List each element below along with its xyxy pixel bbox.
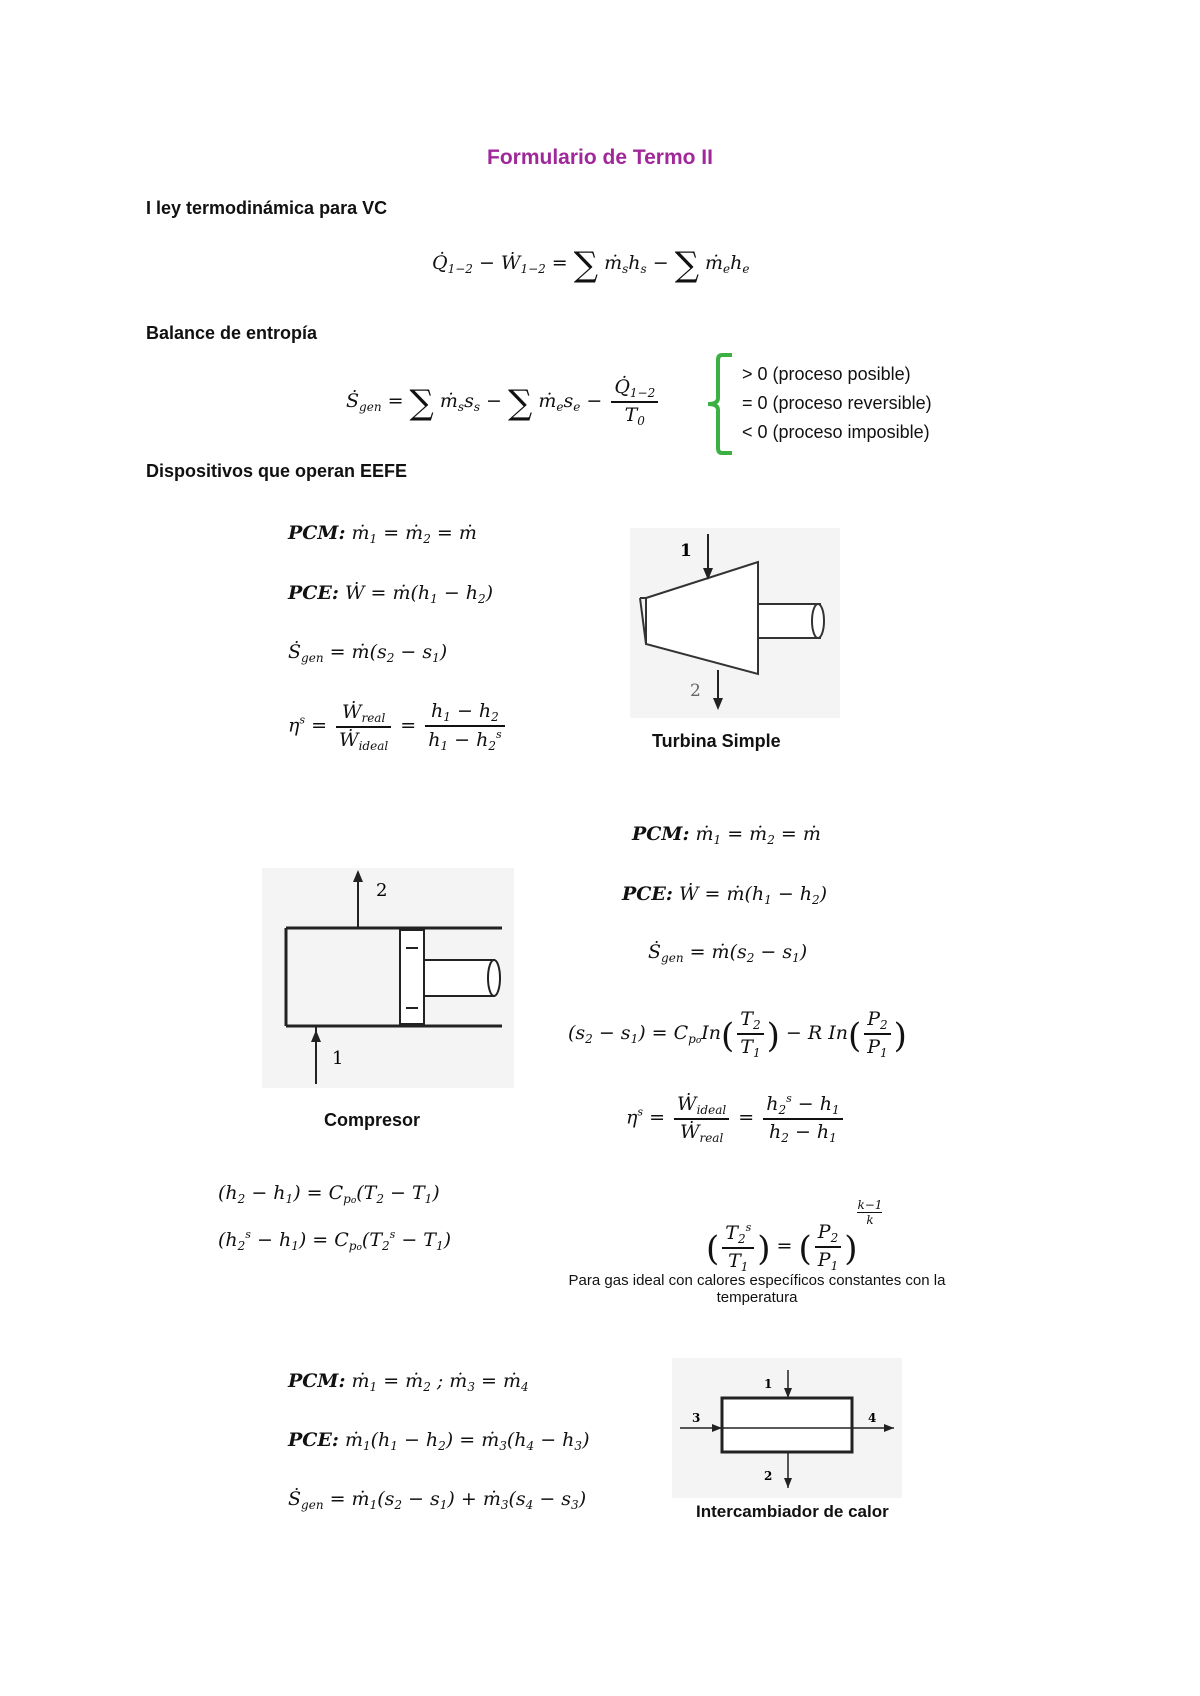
condition-possible: > 0 (proceso posible) [742,364,911,384]
compressor-efficiency: $\eta^s$ = $\frac{Ẇ_{ideal}}{Ẇ_{real}}$ = $\frac{h_2^s - h_1}{h_2 - h_1}$ [626,1092,846,1145]
first-law-equation: $Q̇_{1-2}$ − Ẇ$_{1-2}$ = ∑ $ṁ_sh_s$ − ∑ $ṁ_eh_e$ [432,245,750,285]
turbine-in-label: 1 [680,541,692,561]
hx-label-4: 4 [868,1411,877,1425]
entropy-conditions [742,360,932,447]
compressor-diagram [262,868,514,1088]
hx-pcm: PCM: ṁ$_1$ = ṁ$_2$ ; ṁ$_3$ = ṁ$_4$ [288,1370,529,1394]
turbine-diagram [630,528,840,718]
turbine-caption: Turbina Simple [652,731,781,751]
turbine-efficiency: $\eta^s$ = $\frac{Ẇ_{real}}{Ẇ_{ideal}}$ = $\frac{h_1 - h_2}{h_1 - h_2^s}$ [288,700,508,753]
heat-exchanger-caption: Intercambiador de calor [696,1502,889,1521]
isentropic-relation: ( $\frac{T_2^s}{T_1}$ ) = ( $\frac{P_2}{P_1}$ ) $\frac{k-1}{k}$ [706,1198,883,1274]
hx-label-2: 2 [764,1469,773,1483]
enthalpy-ideal-equation: $(h_2^s - h_1) = C_{po}(T_2^s - T_1)$ [218,1228,452,1253]
heading-devices: Dispositivos que operan EEFE [146,461,408,481]
compressor-pcm: PCM: ṁ$_1$ = ṁ$_2$ = ṁ [632,823,821,847]
turbine-out-label: 2 [690,681,701,701]
brace-icon [704,352,736,456]
page-title: Formulario de Termo II [487,146,713,169]
heat-exchanger-diagram [672,1358,902,1498]
compressor-caption: Compresor [324,1110,421,1130]
heading-first-law: I ley termodinámica para VC [146,198,388,218]
entropy-change-equation: $(s_2 - s_1) = C_{po}In$( $\frac{T_2}{T_1}$ ) − R In( $\frac{P_2}{P_1}$ ) [568,1008,907,1060]
ideal-gas-note: Para gas ideal con calores específicos constantes con la temperatura [568,1272,946,1306]
turbine-pce: PCE: Ẇ = $ṁ(h_1 - h_2)$ [288,582,494,606]
hx-sgen: Ṡ$_{gen}$ = $ṁ_1(s_2 - s_1)$ + $ṁ_3(s_4 - s_3)$ [288,1488,587,1512]
entropy-balance-equation: Ṡ$_{gen}$ = ∑ $ṁ_ss_s$ − ∑ $ṁ_es_e$ − $\frac{Q̇_{1-2}}{T_0}$ [346,376,661,428]
condition-reversible: = 0 (proceso reversible) [742,393,932,413]
compressor-in-label: 1 [332,1048,344,1069]
hx-label-1: 1 [764,1377,773,1391]
enthalpy-real-equation: $(h_2 - h_1) = C_{po}(T_2 - T_1)$ [218,1182,440,1206]
condition-impossible: < 0 (proceso imposible) [742,422,930,442]
compressor-sgen: Ṡ$_{gen}$ = $ṁ(s_2 - s_1)$ [648,941,808,965]
hx-label-3: 3 [692,1411,701,1425]
turbine-sgen: Ṡ$_{gen}$ = $ṁ(s_2 - s_1)$ [288,641,448,665]
heading-entropy: Balance de entropía [146,323,318,343]
compressor-out-label: 2 [376,880,388,901]
compressor-pce: PCE: Ẇ = $ṁ(h_1 - h_2)$ [622,883,828,907]
hx-pce: PCE: $ṁ_1(h_1 - h_2)$ = $ṁ_3(h_4 - h_3)$ [288,1429,590,1453]
turbine-pcm: PCM: ṁ$_1$ = ṁ$_2$ = ṁ [288,522,477,546]
